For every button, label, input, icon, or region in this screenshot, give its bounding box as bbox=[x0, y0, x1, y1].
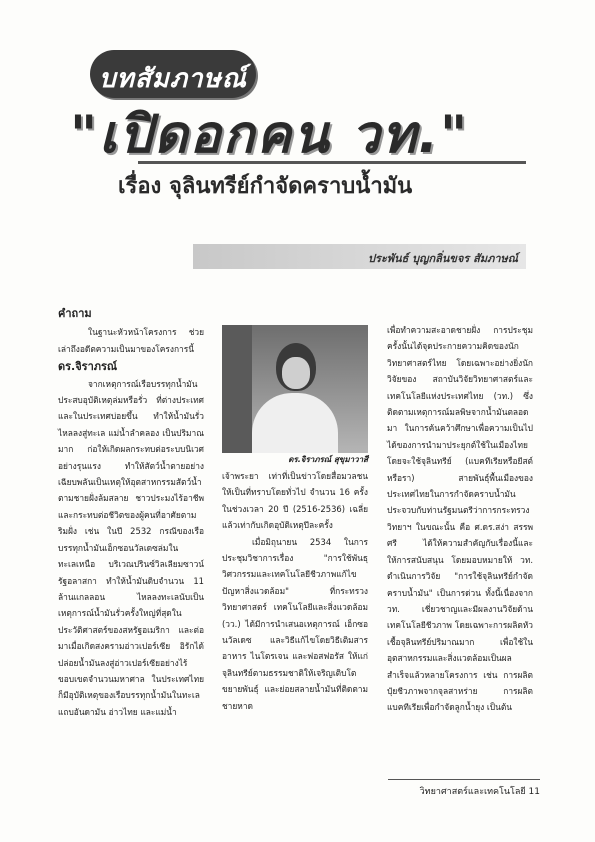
answer-text: จากเหตุการณ์เรือบรรทุกน้ำมันประสบอุบัติเหตุล่มหรือรั่ว ที่ต่างประเทศและในประเทศบ่อยขึ้น ทำให้น้ำมันรั่วไหลลงสู่ทะเล แม่น้ำลำคลอง เป็นปริมาณมาก ก่อให้เกิดผลกระทบต่อระบบนิเวศอย่างรุนแรง ทำให้สัตว์น้ำตายอย่างเฉียบพลันเป็นเหตุให้อุตสาหกรรมสัตว์น้ำตามชายฝั่งล้มสลาย ชาวประมงไร้อาชีพ และกระทบต่อชีวิตของผู้คนที่อาศัยตามริมฝั่ง เช่น ในปี 2532 กรณีของเรือบรรทุกน้ำมันเอ็กซอนวัลเดซล่มในทะเลเหนือ บริเวณปรินซ์วิลเลียมซาวน์ รัฐอลาสกา ทำให้น้ำมันดิบจำนวน 11 ล้านแกลลอน ไหลลงทะเลนับเป็นเหตุการณ์น้ำมันรั่วครั้งใหญ่ที่สุดในประวัติศาสตร์ของสหรัฐอเมริกา และต่อมาเมื่อเกิดสงครามอ่าวเปอร์เซีย อิรักได้ปล่อยน้ำมันลงสู่อ่าวเปอร์เซียอย่างไร้ขอบเขตจำนวนมหาศาล ในประเทศไทยก็มีอุบัติเหตุของเรือบรรทุกน้ำมันในทะเลแถบอันดามัน อ่าวไทย และแม่น้ำ bbox=[58, 378, 204, 717]
journal-name: วิทยาศาสตร์และเทคโนโลยี bbox=[419, 787, 526, 797]
question-text: ในฐานะหัวหน้าโครงการ ช่วยเล่าถึงอดีตความเป็นมาของโครงการนี้ bbox=[58, 327, 204, 354]
answer-heading: ดร.จิราภรณ์ bbox=[58, 360, 118, 374]
photo-caption: ดร.จิราภรณ์ สุขุมาวาสี bbox=[288, 455, 368, 464]
page-number: 11 bbox=[528, 787, 540, 797]
column-2-paragraph-2: เมื่อมิถุนายน 2534 ในการประชุมวิชาการเรื่อง "การใช้พันธุวิศวกรรมและเทคโนโลยีชีวภาพแก้ไขปัญหาสิ่งแวดล้อม" ที่กระทรวงวิทยาศาสตร์ เทคโนโลยีและสิ่งแวดล้อม (วว.) ได้มีการนำเสนอเหตุการณ์ เอ็กซอนวัลเดซ และวิธีแก้ไขโดยวิธีเติมสารอาหาร ไนโตรเจน และฟอสฟอรัส ให้แก่จุลินทรีย์ตามธรรมชาติให้เจริญเติบโตขยายพันธุ์ และย่อยสลายน้ำมันที่ติดตามชายหาด bbox=[222, 536, 368, 711]
footer-divider bbox=[388, 779, 540, 780]
question-heading: คำถาม bbox=[58, 307, 92, 320]
column-3 bbox=[387, 322, 533, 716]
page-footer bbox=[380, 784, 540, 798]
title-divider bbox=[138, 161, 526, 164]
byline-band bbox=[193, 244, 526, 269]
byline: ประพันธ์ บุญกลิ่นขจร สัมภาษณ์ bbox=[368, 252, 518, 265]
column-2-paragraph-1: เจ้าพระยา เท่าที่เป็นข่าวโดยสื่อมวลชนให้เป็นที่ทราบโดยทั่วไป จำนวน 16 ครั้ง ในช่วงเวลา 20 ปี (2516-2536) เฉลี่ยแล้วเท่ากับเกิดอุบัติเหตุปีละครั้ง bbox=[222, 471, 368, 531]
section-label-badge bbox=[90, 50, 256, 98]
interviewee-photo bbox=[222, 325, 368, 453]
column-3-paragraph: เพื่อทำความสะอาดชายฝั่ง การประชุมครั้งนั้นได้จุดประกายความคิดของนักวิทยาศาสตร์ไทย โดยเฉพาะอย่างยิ่งนักวิจัยของ สถาบันวิจัยวิทยาศาสตร์และเทคโนโลยีแห่งประเทศไทย (วท.) ซึ่งติดตามเหตุการณ์มลพิษจากน้ำมันตลอดมา ในการค้นคว้าศึกษาเพื่อความเป็นไปได้ของการนำมาประยุกต์ใช้ในเมืองไทย โดยจะใช้จุลินทรีย์ (แบคทีเรียหรือยีสต์ หรือรา) สายพันธุ์พื้นเมืองของประเทศไทยในการกำจัดคราบน้ำมัน ประจวบกับท่านรัฐมนตรีว่าการกระทรวงวิทยาฯ ในขณะนั้น คือ ศ.ดร.สง่า สรรพศรี ได้ให้ความสำคัญกับเรื่องนี้และให้การสนับสนุน โดยมอบหมายให้ วท. ดำเนินการวิจัย "การใช้จุลินทรีย์กำจัดคราบน้ำมัน" เป็นการด่วน ทั้งนี้เนื่องจาก วท. เชี่ยวชาญและมีผลงานวิจัยด้านเทคโนโลยีชีวภาพ โดยเฉพาะการผลิตหัวเชื้อจุลินทรีย์ปริมาณมาก เพื่อใช้ในอุตสาหกรรมและสิ่งแวดล้อมเป็นผลสำเร็จแล้วหลายโครงการ เช่น การผลิตปุ๋ยชีวภาพจากจุลสาหร่าย การผลิตแบคทีเรียเพื่อกำจัดลูกน้ำยุง เป็นต้น bbox=[387, 325, 533, 713]
column-1 bbox=[58, 306, 204, 720]
column-2 bbox=[222, 468, 368, 714]
article-subtitle: เรื่อง จุลินทรีย์กำจัดคราบน้ำมัน bbox=[118, 174, 413, 199]
section-label: บทสัมภาษณ์ bbox=[99, 64, 247, 94]
article-title: "เปิดอกคน วท." bbox=[70, 105, 470, 165]
